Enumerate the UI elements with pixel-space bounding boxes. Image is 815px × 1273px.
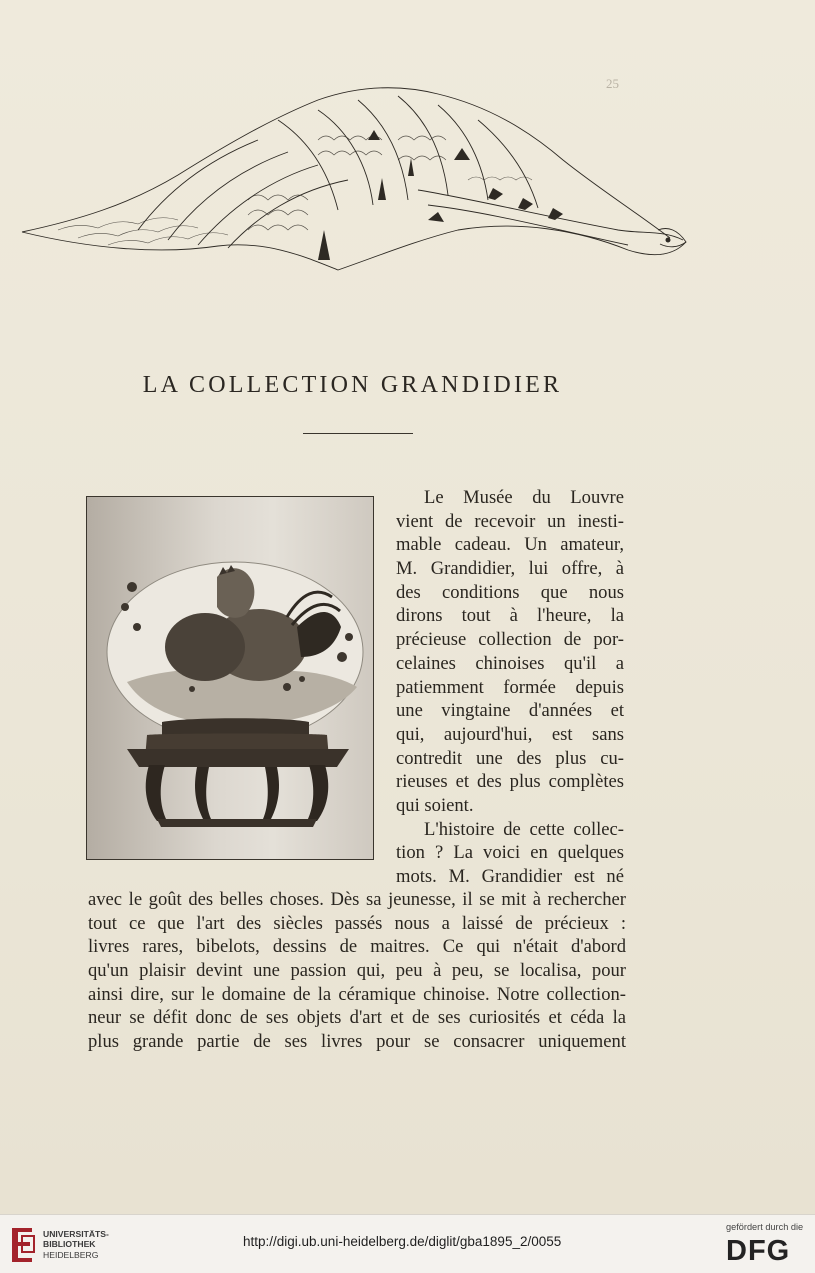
text-line: qu'un plaisir devint une passion qui, peu à peu, se localisa, pour xyxy=(88,960,626,982)
text-line: neur se défit donc de ses objets d'art et de ses curiosités et céda la xyxy=(88,1007,626,1029)
text-line: qui, aujourd'hui, est sans xyxy=(396,723,624,745)
dfg-logo[interactable]: DFG xyxy=(726,1235,791,1267)
text-line: précieuse collection de por- xyxy=(396,629,624,651)
text-line: tout ce que l'art des siècles passés nous a laissé de précieux : xyxy=(88,912,626,934)
library-name-line: BIBLIOTHEK xyxy=(43,1239,96,1250)
text-line: plus grande partie de ses livres pour se consacrer uniquement xyxy=(88,1031,626,1053)
phoenix-vignette xyxy=(18,80,690,285)
page-number: 25 xyxy=(606,76,619,91)
library-name-line: UNIVERSITÄTS- xyxy=(43,1229,109,1239)
text-line: mable cadeau. Un amateur, xyxy=(396,534,624,556)
text-line: ainsi dire, sur le domaine de la céramique chinoise. Notre collection- xyxy=(88,983,626,1005)
text-line: Le Musée du Louvre xyxy=(424,487,624,508)
wrapped-text-column xyxy=(396,486,624,889)
library-name-line: HEIDELBERG xyxy=(43,1249,99,1260)
library-name xyxy=(43,1229,109,1260)
full-width-text xyxy=(88,888,626,1054)
text-line: qui soient. xyxy=(396,794,474,816)
text-line: des conditions que nous xyxy=(396,581,624,603)
text-line: tion ? La voici en quelques xyxy=(396,842,624,864)
university-library-logo-icon xyxy=(8,1222,38,1266)
text-line: rieuses et des plus complètes xyxy=(396,771,624,793)
permalink-url[interactable]: http://digi.ub.uni-heidelberg.de/diglit/gba1895_2/0055 xyxy=(243,1234,562,1249)
text-line: L'histoire de cette collec- xyxy=(424,818,624,840)
text-line: patiemment formée depuis xyxy=(396,676,624,698)
viewer-footer xyxy=(0,1214,815,1273)
text-line: celaines chinoises qu'il a xyxy=(396,652,624,674)
text-line: dirons tout à l'heure, la xyxy=(396,605,624,627)
porcelain-bowl-plate xyxy=(86,496,374,860)
text-line: avec le goût des belles choses. Dès sa jeunesse, il se mit à rechercher xyxy=(88,889,626,910)
text-line: mots. M. Grandidier est né xyxy=(396,866,624,887)
text-line: une vingtaine d'années et xyxy=(396,700,624,722)
text-line: contredit une des plus cu- xyxy=(396,747,624,769)
title-rule xyxy=(303,433,413,434)
text-line: M. Grandidier, lui offre, à xyxy=(396,558,624,580)
text-line: vient de recevoir un inesti- xyxy=(396,510,624,532)
text-line: livres rares, bibelots, dessins de maitres. Ce qui n'était d'abord xyxy=(88,936,626,958)
article-title: LA COLLECTION GRANDIDIER xyxy=(142,372,563,398)
porcelain-bowl-with-roosters-picture xyxy=(87,497,373,859)
funding-note: gefördert durch die xyxy=(726,1222,804,1232)
